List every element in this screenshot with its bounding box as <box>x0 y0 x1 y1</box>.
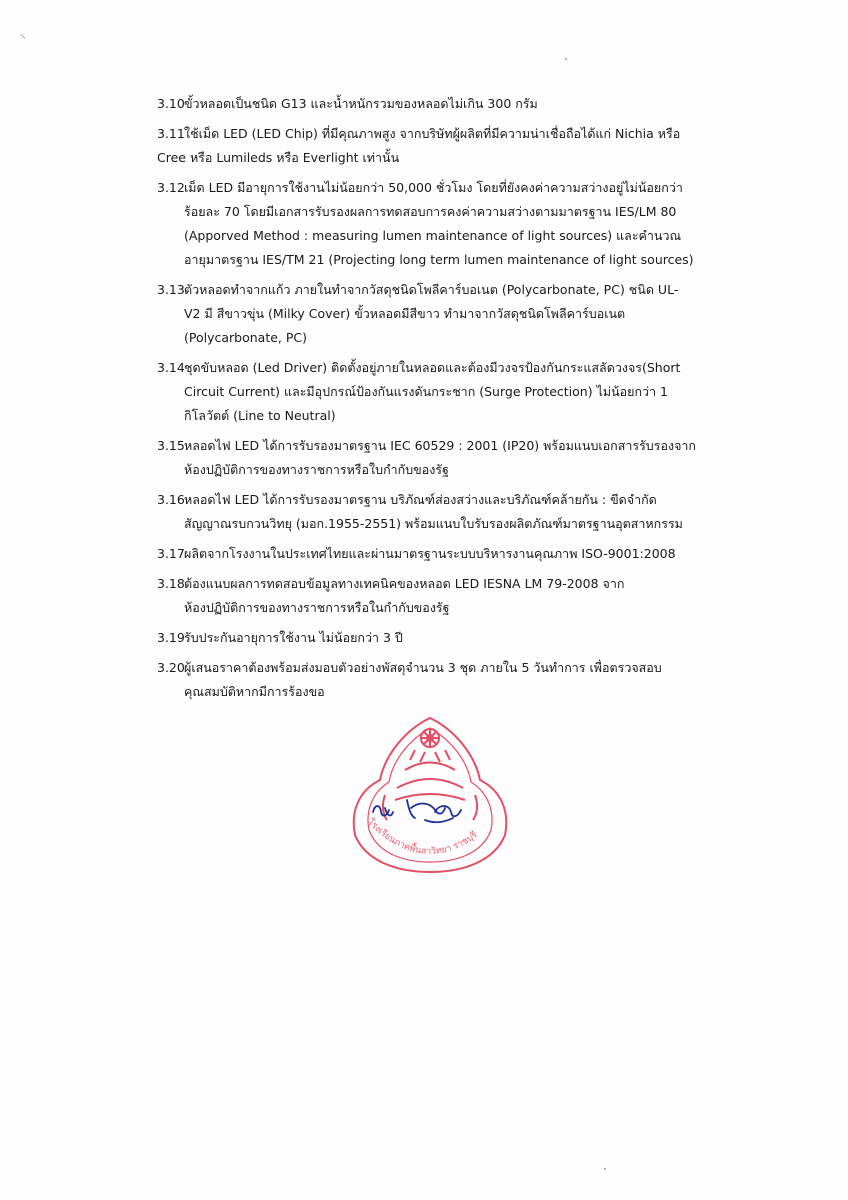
item-line: หลอดไฟ LED ได้การรับรองมาตรฐาน บริภัณฑ์ส่องสว่างและบริภัณฑ์คล้ายกัน : ขีดจำกัด <box>184 492 657 507</box>
item-number: 3.15 <box>157 438 185 453</box>
item-line: ตัวหลอดทำจากแก้ว ภายในทำจากวัสดุชนิดโพลีคาร์บอเนต (Polycarbonate, PC) ชนิด UL- <box>184 282 679 297</box>
item-text <box>157 176 725 272</box>
item-line: ผลิตจากโรงงานในประเทศไทยและผ่านมาตรฐานระบบบริหารงานคุณภาพ ISO-9001:2008 <box>184 546 676 561</box>
item-number: 3.18 <box>157 576 185 591</box>
seal-ring-text: โรงเรียนภาคพื้นสาวิทยา ราชบุรี <box>365 817 480 858</box>
item-number: 3.11 <box>157 126 185 141</box>
item-text <box>157 434 725 482</box>
item-number: 3.14 <box>157 360 185 375</box>
spec-item-3-18 <box>157 572 725 620</box>
spec-item-3-12 <box>157 176 725 272</box>
specification-list <box>157 92 725 710</box>
official-seal-stamp <box>325 700 535 880</box>
item-line: กิโลวัตต์ (Line to Neutral) <box>184 408 336 423</box>
item-line: คุณสมบัติหากมีการร้องขอ <box>184 684 325 699</box>
item-number: 3.16 <box>157 492 185 507</box>
item-line: V2 มี สีขาวขุ่น (Milky Cover) ขั้วหลอดมีสีขาว ทำมาจากวัสดุชนิดโพลีคาร์บอเนต <box>184 306 626 321</box>
item-text <box>157 626 725 650</box>
item-line: ใช้เม็ด LED (LED Chip) ที่มีคุณภาพสูง จากบริษัทผู้ผลิตที่มีความน่าเชื่อถือได้แก่ Nichia หรือ <box>184 126 681 141</box>
item-line: รับประกันอายุการใช้งาน ไม่น้อยกว่า 3 ปี <box>184 630 403 645</box>
item-line: ชุดขับหลอด (Led Driver) ติดตั้งอยู่ภายในหลอดและต้องมีวงจรป้องกันกระแสลัดวงจร(Short <box>184 360 681 375</box>
spec-item-3-13 <box>157 278 725 350</box>
spec-item-3-19 <box>157 626 725 650</box>
item-line: ต้องแนบผลการทดสอบข้อมูลทางเทคนิคของหลอด LED IESNA LM 79-2008 จาก <box>184 576 625 591</box>
spec-item-3-10 <box>157 92 725 116</box>
spec-item-3-20 <box>157 656 725 704</box>
item-text <box>157 278 725 350</box>
item-line: ห้องปฏิบัติการของทางราชการหรือใบกำกับของรัฐ <box>184 462 449 477</box>
item-number: 3.19 <box>157 630 185 645</box>
item-line: เม็ด LED มีอายุการใช้งานไม่น้อยกว่า 50,000 ชั่วโมง โดยที่ยังคงค่าความสว่างอยู่ไม่น้อยกว่า <box>184 180 683 195</box>
item-number: 3.20 <box>157 660 185 675</box>
item-line: Cree หรือ Lumileds หรือ Everlight เท่านั้น <box>157 150 400 165</box>
item-number: 3.17 <box>157 546 185 561</box>
item-text <box>157 356 725 428</box>
item-line: ร้อยละ 70 โดยมีเอกสารรับรองผลการทดสอบการคงค่าความสว่างตามมาตรฐาน IES/LM 80 <box>184 204 677 219</box>
item-text <box>157 122 725 170</box>
item-line: ผู้เสนอราคาต้องพร้อมส่งมอบตัวอย่างพัสดุจำนวน 3 ชุด ภายใน 5 วันทำการ เพื่อตรวจสอบ <box>184 660 662 675</box>
spec-item-3-15 <box>157 434 725 482</box>
item-line: (Polycarbonate, PC) <box>184 330 308 345</box>
item-line: สัญญาณรบกวนวิทยุ (มอก.1955-2551) พร้อมแนบใบรับรองผลิตภัณฑ์มาตรฐานอุตสาหกรรม <box>184 516 683 531</box>
spec-item-3-16 <box>157 488 725 536</box>
spec-item-3-11 <box>157 122 725 170</box>
item-line: ขั้วหลอดเป็นชนิด G13 และน้ำหนักรวมของหลอดไม่เกิน 300 กรัม <box>184 96 538 111</box>
spec-item-3-17 <box>157 542 725 566</box>
item-line: อายุมาตรฐาน IES/TM 21 (Projecting long term lumen maintenance of light sources) <box>184 252 694 267</box>
scan-speck <box>565 58 567 60</box>
item-line: (Apporved Method : measuring lumen maintenance of light sources) และคำนวณ <box>184 228 682 243</box>
item-text <box>157 572 725 620</box>
spec-item-3-14 <box>157 356 725 428</box>
item-text <box>157 488 725 536</box>
item-line: หลอดไฟ LED ได้การรับรองมาตรฐาน IEC 60529 : 2001 (IP20) พร้อมแนบเอกสารรับรองจาก <box>184 438 696 453</box>
item-number: 3.10 <box>157 96 185 111</box>
item-line: ห้องปฏิบัติการของทางราชการหรือในกำกับของรัฐ <box>184 600 450 615</box>
item-text <box>157 656 725 704</box>
item-text <box>157 542 725 566</box>
item-number: 3.12 <box>157 180 185 195</box>
scan-speck <box>20 34 25 39</box>
item-text <box>157 92 725 116</box>
item-line: Circuit Current) และมีอุปกรณ์ป้องกันแรงดันกระชาก (Surge Protection) ไม่น้อยกว่า 1 <box>184 384 669 399</box>
svg-text:โรงเรียนภาคพื้นสาวิทยา ราชบุรี <box>365 817 479 857</box>
scan-speck <box>604 1168 606 1170</box>
seal-emblem-icon <box>325 700 535 880</box>
item-number: 3.13 <box>157 282 185 297</box>
